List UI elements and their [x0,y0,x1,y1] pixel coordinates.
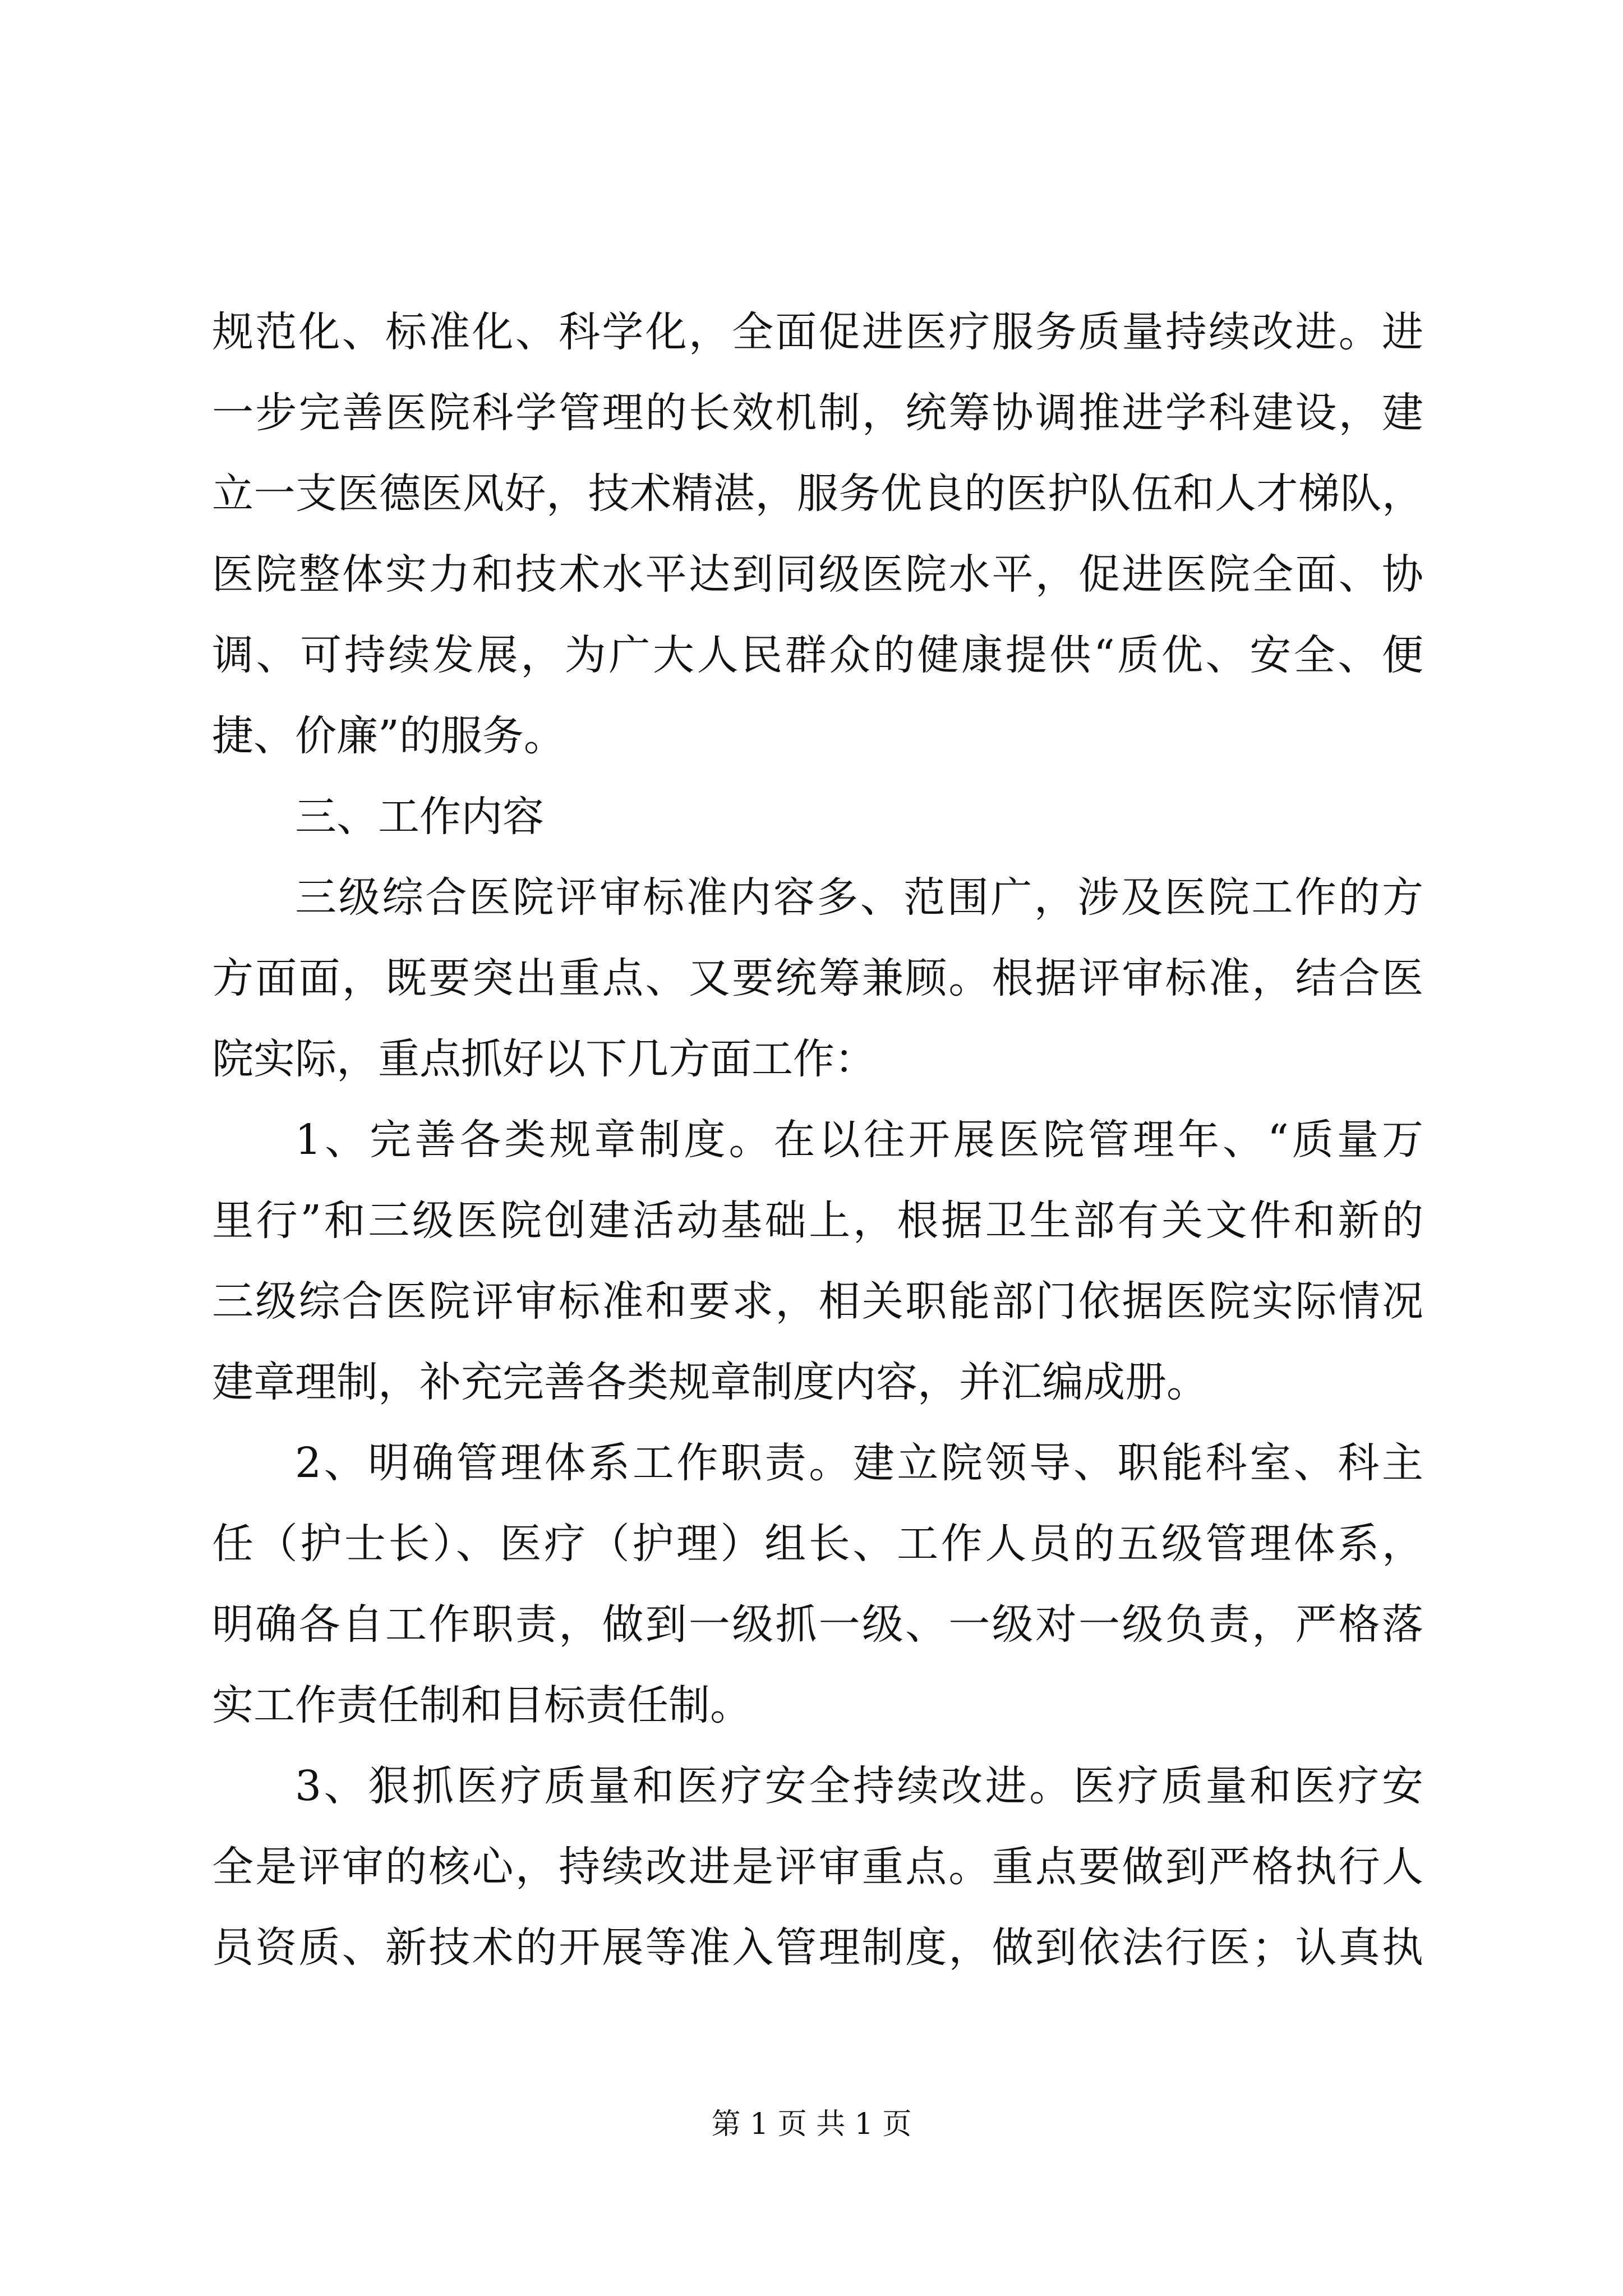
paragraph-line: 医院整体实力和技术水平达到同级医院水平，促进医院全面、协 [212,550,1423,599]
section-heading: 三、工作内容 [295,793,544,841]
paragraph-line: 明确各自工作职责，做到一级抓一级、一级对一级负责，严格落 [212,1600,1423,1649]
paragraph-line: 任（护士长）、医疗（护理）组长、工作人员的五级管理体系， [212,1520,1423,1568]
paragraph-line: 捷、价廉”的服务。 [212,712,565,760]
paragraph-line: 实工作责任制和目标责任制。 [212,1681,751,1729]
paragraph-line: 立一支医德医风好，技术精湛，服务优良的医护队伍和人才梯队， [212,470,1423,518]
paragraph-line: 三级综合医院评审标准和要求，相关职能部门依据医院实际情况 [212,1277,1423,1326]
document-body [212,292,1423,1988]
paragraph-line: 院实际，重点抓好以下几方面工作： [212,1035,876,1083]
paragraph-line: 规范化、标准化、科学化，全面促进医疗服务质量持续改进。进 [212,308,1423,356]
paragraph-line: 里行”和三级医院创建活动基础上，根据卫生部有关文件和新的 [212,1197,1423,1245]
paragraph-line: 全是评审的核心，持续改进是评审重点。重点要做到严格执行人 [212,1843,1423,1891]
paragraph-line: 3、狠抓医疗质量和医疗安全持续改进。医疗质量和医疗安 [295,1762,1423,1810]
paragraph-line: 1、完善各类规章制度。在以往开展医院管理年、“质量万 [295,1116,1423,1164]
paragraph-line: 员资质、新技术的开展等准入管理制度，做到依法行医；认真执 [212,1924,1423,1972]
page-number-footer: 第 1 页 共 1 页 [711,2108,912,2141]
paragraph-line: 三级综合医院评审标准内容多、范围广，涉及医院工作的方 [295,873,1423,922]
paragraph-line: 建章理制，补充完善各类规章制度内容，并汇编成册。 [212,1358,1208,1406]
paragraph-line: 调、可持续发展，为广大人民群众的健康提供“质优、安全、便 [212,631,1423,679]
paragraph-line: 2、明确管理体系工作职责。建立院领导、职能科室、科主 [295,1439,1423,1487]
paragraph-line: 一步完善医院科学管理的长效机制，统筹协调推进学科建设，建 [212,389,1423,437]
paragraph-line: 方面面，既要突出重点、又要统筹兼顾。根据评审标准，结合医 [212,954,1423,1002]
